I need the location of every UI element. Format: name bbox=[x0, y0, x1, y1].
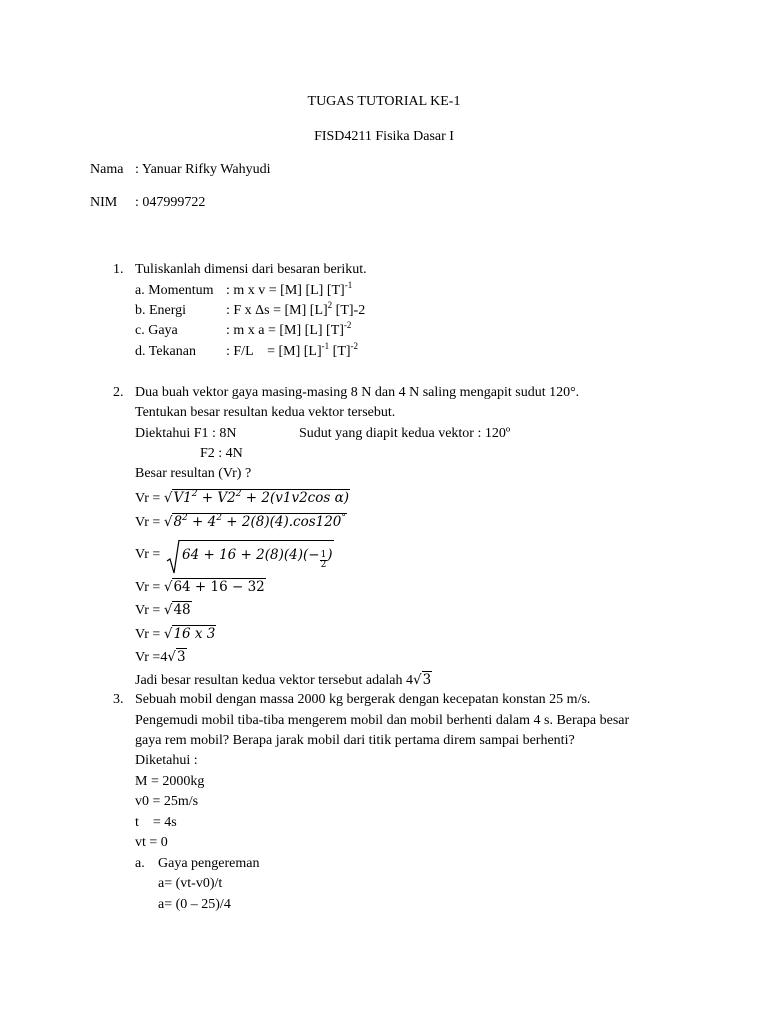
q2-step1 bbox=[135, 489, 350, 507]
q2-prompt-line1: Dua buah vektor gaya masing-masing 8 N dan 4 N saling mengapit sudut 120°. bbox=[135, 385, 580, 400]
q3-given-v0: v0 = 25m/s bbox=[135, 794, 199, 809]
name-value: : Yanuar Rifky Wahyudi bbox=[135, 162, 271, 177]
q2-given-f2: F2 : 4N bbox=[200, 446, 243, 461]
q2-step5 bbox=[135, 601, 192, 619]
vr-label: Vr = bbox=[135, 515, 161, 530]
q3-given-time: t = 4s bbox=[135, 815, 177, 830]
q3-given-vt: vt = 0 bbox=[135, 835, 168, 850]
vr-label: Vr = bbox=[135, 603, 161, 618]
formula-step4: √64 + 16 − 32 bbox=[163, 579, 265, 595]
vr-label: Vr = bbox=[135, 580, 161, 595]
q1-item-formula: : F/L = [M] $[L]^{-1}$ $[T]^{-2}$ bbox=[226, 341, 359, 359]
course-title: FISD4211 Fisika Dasar I bbox=[314, 129, 454, 144]
q3-equation-1: a= (vt-v0)/t bbox=[158, 876, 223, 891]
q2-given-angle: Sudut yang diapit kedua vektor : 120º bbox=[299, 426, 511, 441]
formula-step3: 64 + 16 + 2(8)(4)(− $\frac{1}{2}$ ) bbox=[182, 547, 333, 570]
q2-number: 2. bbox=[113, 385, 124, 400]
q1-item-label: d. Tekanan bbox=[135, 344, 196, 359]
q3-given-mass: M = 2000kg bbox=[135, 774, 205, 789]
q3-sub-a-title: Gaya pengereman bbox=[158, 856, 260, 871]
formula-step5: √48 bbox=[163, 602, 191, 618]
q2-step2 bbox=[135, 513, 347, 531]
vr-label: Vr = bbox=[135, 627, 161, 642]
nim-label: NIM bbox=[90, 195, 118, 210]
q1-item-formula: : m x v = [M] [L] $[T]^{-1}$ bbox=[226, 280, 353, 298]
q3-prompt-line1: Sebuah mobil dengan massa 2000 kg bergerak dengan kecepatan konstan 25 m/s. bbox=[135, 692, 591, 707]
q1-number: 1. bbox=[113, 262, 124, 277]
q1-item-label: c. Gaya bbox=[135, 323, 178, 338]
vr-label: Vr = bbox=[135, 650, 161, 665]
document-title: TUGAS TUTORIAL KE-1 bbox=[307, 94, 461, 109]
q3-given-label: Diketahui : bbox=[135, 753, 198, 768]
q2-given-f1: Diektahui F1 : 8N bbox=[135, 426, 237, 441]
q2-conclusion: Jadi besar resultan kedua vektor tersebut adalah 4√3 bbox=[135, 672, 432, 688]
q3-equation-2: a= (0 – 25)/4 bbox=[158, 897, 231, 912]
formula-step6: √16 x 3 bbox=[163, 626, 216, 642]
q3-prompt-line3: gaya rem mobil? Berapa jarak mobil dari titik pertama direm sampai berhenti? bbox=[135, 733, 575, 748]
q1-item-formula: : m x a = [M] [L] $[T]^{-2}$ bbox=[226, 320, 352, 338]
nim-value: : 047999722 bbox=[135, 195, 206, 210]
formula-step1: $√V1^2 + V2^2 + 2(v1v2\cos$ α) bbox=[163, 489, 349, 506]
name-label: Nama bbox=[90, 162, 124, 177]
radical-sign-icon bbox=[166, 539, 180, 575]
q1-prompt: Tuliskanlah dimensi dari besaran berikut. bbox=[135, 262, 367, 277]
q1-item-formula: : F x Δs = [M] $[L]^2$ [T]-2 bbox=[226, 300, 366, 318]
formula-step2: $√8^2 + 4^2 + 2(8)(4).\cos 120^\circ$ bbox=[163, 513, 346, 530]
vr-label: Vr = bbox=[135, 491, 161, 506]
q2-prompt-line2: Tentukan besar resultan kedua vektor tersebut. bbox=[135, 405, 396, 420]
q1-item-label: b. Energi bbox=[135, 303, 187, 318]
q1-item-label: a. Momentum bbox=[135, 283, 214, 298]
vr-label: Vr = bbox=[135, 547, 161, 562]
q2-step4 bbox=[135, 578, 266, 596]
q2-ask: Besar resultan (Vr) ? bbox=[135, 466, 252, 481]
q2-step7: Vr =4√3 bbox=[135, 649, 186, 665]
q3-sub-a-label: a. bbox=[135, 856, 145, 871]
q3-number: 3. bbox=[113, 692, 124, 707]
q3-prompt-line2: Pengemudi mobil tiba-tiba mengerem mobil dan mobil berhenti dalam 4 s. Berapa besar bbox=[135, 713, 630, 728]
formula-step7: √3 bbox=[167, 649, 186, 665]
q2-step6 bbox=[135, 625, 216, 643]
